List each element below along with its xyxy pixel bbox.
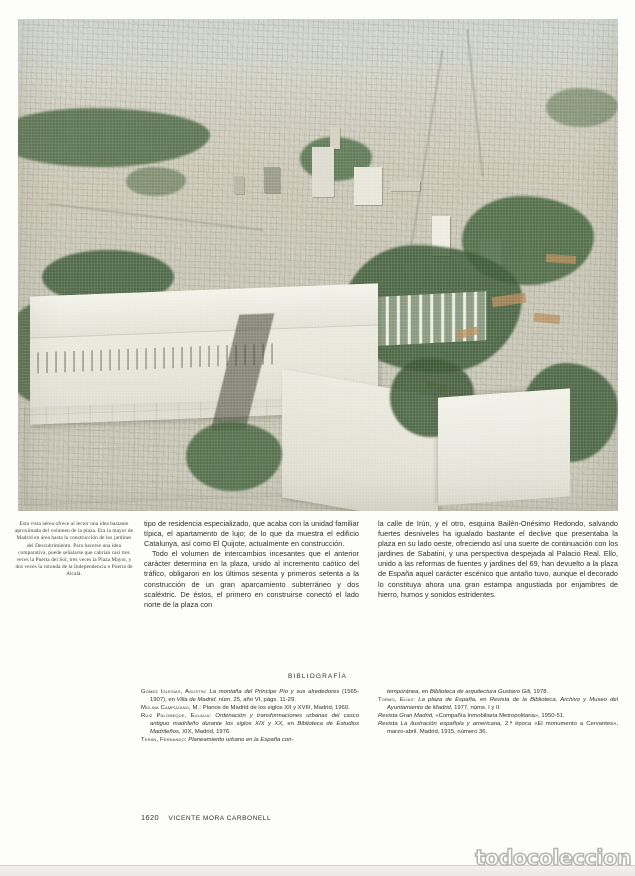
bibliography-detail: 2.ª época «El monumento a Cervantes», marzo-abril. Madrid, 1915, número 36. [387,721,618,736]
bibliography-title-continuation: temporánea, [387,689,421,695]
bibliography-entry [141,712,359,736]
bibliography-entry [378,688,618,696]
bibliography-author: Gómez Iglesias, Agustín: [141,689,207,695]
bibliography-source: Biblioteca de arquitectura Gustavo Gili, [429,689,532,695]
bibliography-title: Ordenación y transformaciones urbanas del casco antiguo madrileño durante los siglos XIX y XX, [150,713,359,728]
paragraph: Todo el volumen de intercambios incesantes que el anterior carácter determina en la plaza, unido al incremento caótico del tráfico, obligaron en los últimos sesenta y primeros setenta a la construcción de un gran aparcamiento subterráneo y dos scaléxtric. De éstos, el primero en construirse conectó el lado norte de la plaza con [144,549,359,609]
bibliography-author: Ruiz Palomeque, Eulalia: [141,713,212,720]
bibliography-source: Revista de la Biblioteca, Archivo y Museo del Ayuntamiento de Madrid, [387,697,619,712]
bibliography-entry [141,688,359,704]
page-number: 1620 [141,813,160,822]
bibliography-entry [378,720,618,736]
bibliography-detail: «Compañía Inmobiliaria Metropolitana», 1950-51. [435,713,565,720]
bibliography-title: La plaza de España, [418,697,477,704]
paragraph: la calle de Irún, y el otro, esquina Bailén-Onésimo Redondo, salvando fuertes desniveles ha igualado bastante el declive que presentaba la plaza en su lado oeste, ofreciendo así una suerte de continuación con los jardines de Sabatini, y una perspectiva despejada al Palacio Real. Ello, unido a las reformas de fuentes y jardines del 69, han devuelto a la plaza de España aquel carácter escénico que antaño tuvo, aunque el decorado lo constituya ahora una gran estampa angustiada por enjambres de hierro, humos y sonidos estridentes. [378,519,618,599]
footer-author: VICENTE MORA CARBONELL [168,815,272,822]
bibliography-author: Terán, Fernando: [141,737,187,744]
bibliography-detail: XIX, Madrid, 1976. [182,729,231,736]
bibliography-heading: BIBLIOGRAFÍA [287,673,347,680]
bibliography-column-left [141,688,359,744]
photo-caption: Esta vista aérea ofrece al lector una idea bastante aproximada del volumen de la plaza. Era la mayor de Madrid en área hasta la construcción de los jardines del Descubrimiento. Para hacerse una idea comparativa, puede señalarse que cabrían casi tres veces la Puerta del Sol, tres veces la Plaza Mayor, y dos veces la rotonda de la Independencia o Puerta de Alcalá. [14,521,134,578]
bibliography-detail: 1978. [533,689,549,695]
bibliography-title: La montaña del Príncipe Pío y sus alrededores [209,689,340,695]
paragraph: tipo de residencia especializado, que acaba con la unidad familiar típica, el apartamento de lujo; de lo que da muestra el edificio Catalunya, así como El Quijote, actualmente en construcción. [144,519,359,549]
bibliography-author: Tormo, Elías: [378,697,416,704]
bibliography-detail: núm. 25, año VI, págs. 11-29. [218,697,296,704]
bibliography-detail: 1977, núms. I y II. [454,705,501,712]
todocoleccion-watermark: todocoleccion [475,846,631,870]
aerial-photograph [18,19,618,511]
bibliography-detail: en [479,697,487,704]
bibliography-entry [141,704,359,712]
bibliography-source: Biblioteca de Estudios Madrileños, [150,721,360,736]
bibliography-entry [141,736,359,744]
bibliography-title: Planeamiento urbano en la España con- [188,737,294,744]
body-column-right [378,519,618,600]
bibliography-source: Revista Gran Madrid, [378,713,434,720]
bibliography-entry [378,696,618,712]
bibliography-source: Villa de Madrid, [176,697,218,704]
bibliography-detail: en [421,689,429,695]
body-column-middle [144,519,359,610]
bibliography-entry [378,712,618,720]
bibliography-author: Molina Campuzano, M.: [141,705,202,712]
bibliography-detail: (1565-1907), en [150,689,360,704]
page-footer [141,813,271,822]
bibliography-source: Revista La ilustración española y americana, [378,721,502,728]
bibliography-column-right [378,688,618,736]
photo-vignette [18,19,618,511]
bibliography-detail: Planos de Madrid de los siglos XII y XVIII, Madrid, 1960. [202,705,350,712]
bibliography-detail: en [287,721,294,728]
